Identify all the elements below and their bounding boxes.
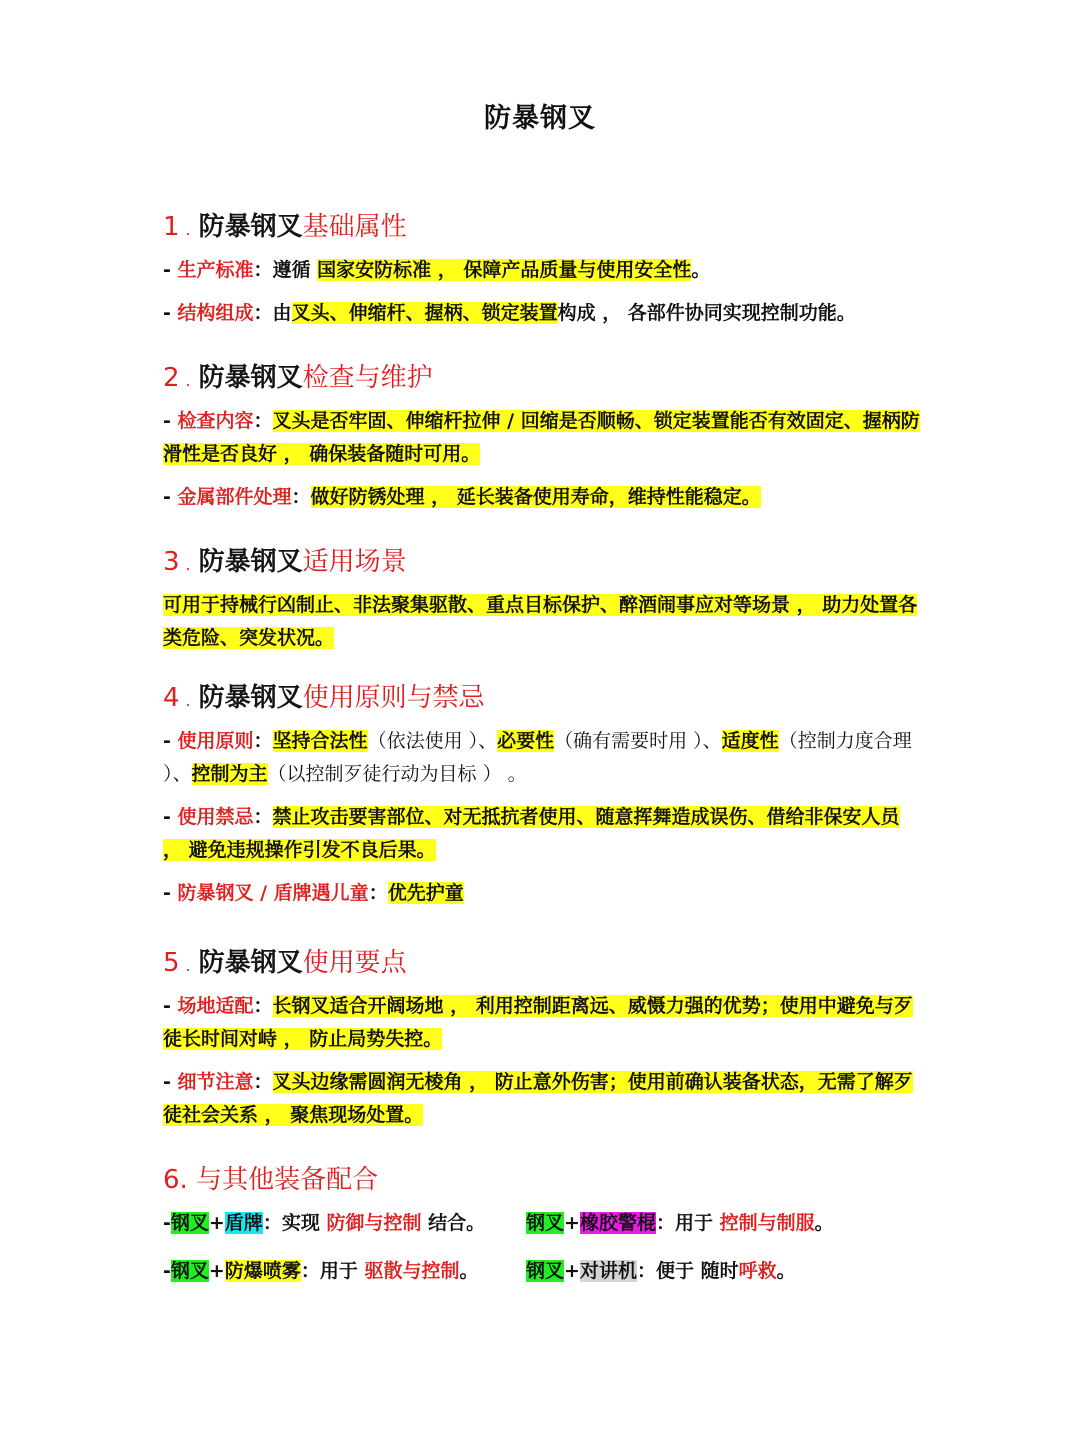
section-heading: 3 . 防暴钢叉适用场景: [163, 547, 407, 577]
combo-shield: -钢叉+盾牌：实现 防御与控制 结合。: [163, 1212, 486, 1234]
section-heading: 1 . 防暴钢叉基础属性: [163, 212, 407, 242]
list-item-scenarios: [163, 589, 923, 655]
item-label: 金属部件处理: [177, 486, 292, 508]
combo-baton: 钢叉+橡胶警棍：用于 控制与制服。: [526, 1212, 834, 1234]
section-scenarios: [163, 542, 923, 655]
section-equipment-combos: [163, 1160, 923, 1200]
section-principles-taboos: [163, 678, 923, 910]
section-heading: 4 . 防暴钢叉使用原则与禁忌: [163, 683, 485, 713]
item-label: 检查内容: [177, 410, 254, 432]
heading-subject: 防暴钢叉: [198, 547, 303, 577]
heading-topic: 检查与维护: [302, 363, 433, 393]
tag-baton: 橡胶警棍: [579, 1212, 656, 1234]
section-basic-properties: [163, 207, 923, 330]
highlight: 叉头是否牢固、伸缩杆拉伸 / 回缩是否顺畅、锁定装置能否有效固定、握柄防滑性是否良好 ， 确保装备随时可用。: [163, 410, 920, 465]
section-key-points: [163, 943, 923, 1132]
section-heading: [163, 1160, 923, 1200]
combo-spray: -钢叉+防爆喷雾：用于 驱散与控制。: [163, 1260, 479, 1282]
section-number: 3: [163, 547, 180, 577]
list-item-children: - 防暴钢叉 / 盾牌遇儿童：优先护童: [163, 882, 464, 904]
section-number: 5: [163, 948, 180, 978]
item-label: 生产标准: [177, 259, 254, 281]
combo-radio: 钢叉+对讲机：便于 随时呼救。: [526, 1260, 796, 1282]
section-number: 2: [163, 363, 180, 393]
section-inspection-maintenance: [163, 358, 923, 514]
tag-fork: 钢叉: [526, 1260, 565, 1282]
section-heading: 5 . 防暴钢叉使用要点: [163, 948, 407, 978]
section-number: 4: [163, 683, 180, 713]
highlight: 优先护童: [387, 882, 464, 904]
heading-subject: 防暴钢叉: [198, 948, 303, 978]
tag-spray: 防爆喷雾: [224, 1260, 301, 1282]
heading-subject: 防暴钢叉: [198, 683, 303, 713]
highlight: 做好防锈处理 ， 延长装备使用寿命，维持性能稳定。: [310, 486, 761, 508]
highlight: 长钢叉适合开阔场地 ， 利用控制距离远、威慑力强的优势；使用中避免与歹徒长时间对峙 ， 防止局势失控。: [163, 995, 913, 1050]
highlight: 禁止攻击要害部位、对无抵抗者使用、随意挥舞造成误伤、借给非保安人员 ， 避免违规操作引发不良后果。: [163, 806, 900, 861]
list-item-structure: - 结构组成：由叉头、伸缩杆、握柄、锁定装置构成 ， 各部件协同实现控制功能。: [163, 302, 856, 324]
tag-fork: 钢叉: [526, 1212, 565, 1234]
tag-fork: 钢叉: [170, 1212, 209, 1234]
highlight: 坚持合法性: [272, 730, 368, 752]
list-item-details: - 细节注意：叉头边缘需圆润无棱角 ， 防止意外伤害；使用前确认装备状态，无需了解歹徒社会关系 ， 聚焦现场处置。: [163, 1071, 913, 1126]
tag-fork: 钢叉: [170, 1260, 209, 1282]
heading-topic: 基础属性: [302, 212, 407, 242]
section-heading: 2 . 防暴钢叉检查与维护: [163, 363, 433, 393]
item-label: 防暴钢叉 / 盾牌遇儿童: [177, 882, 369, 904]
heading-topic: 适用场景: [302, 547, 407, 577]
section-number: 1: [163, 212, 180, 242]
heading-topic: 使用原则与禁忌: [302, 683, 485, 713]
item-label: 使用原则: [177, 730, 254, 752]
heading-subject: 防暴钢叉: [198, 363, 303, 393]
highlight: 叉头边缘需圆润无棱角 ， 防止意外伤害；使用前确认装备状态，无需了解歹徒社会关系 ， 聚焦现场处置。: [163, 1071, 913, 1126]
highlight: 必要性: [497, 730, 555, 752]
list-item-production-standard: - 生产标准：遵循 国家安防标准 ， 保障产品质量与使用安全性。: [163, 259, 711, 281]
item-label: 使用禁忌: [177, 806, 254, 828]
item-label: 场地适配: [177, 995, 254, 1017]
list-item-metal-parts: - 金属部件处理：做好防锈处理 ， 延长装备使用寿命，维持性能稳定。: [163, 486, 761, 508]
combo-row-2: [163, 1255, 796, 1288]
page-title: 防暴钢叉: [484, 103, 596, 134]
highlight: 可用于持械行凶制止、非法聚集驱散、重点目标保护、醉酒闹事应对等场景 ， 助力处置各类危险、突发状况。: [163, 594, 918, 649]
heading-subject: 防暴钢叉: [198, 212, 303, 242]
item-label: 结构组成: [177, 302, 254, 324]
highlight: 适度性: [721, 730, 779, 752]
item-label: 细节注意: [177, 1071, 254, 1093]
highlight: 控制为主: [191, 763, 268, 785]
list-item-taboos: - 使用禁忌：禁止攻击要害部位、对无抵抗者使用、随意挥舞造成误伤、借给非保安人员 ， 避免违规操作引发不良后果。: [163, 806, 900, 861]
list-item-venue: - 场地适配：长钢叉适合开阔场地 ， 利用控制距离远、威慑力强的优势；使用中避免与歹徒长时间对峙 ， 防止局势失控。: [163, 995, 913, 1050]
highlight: 国家安防标准 ， 保障产品质量与使用安全性: [317, 259, 692, 281]
list-item-principles: - 使用原则：坚持合法性（依法使用 ）、必要性（确有需要时用 ）、适度性（控制力度合理 ）、控制为主（以控制歹徒行动为目标 ） 。: [163, 730, 912, 785]
heading-topic: 使用要点: [302, 948, 407, 978]
tag-shield: 盾牌: [224, 1212, 263, 1234]
heading-topic: 6. 与其他装备配合: [163, 1165, 379, 1195]
tag-radio: 对讲机: [579, 1260, 637, 1282]
list-item-inspection: - 检查内容：叉头是否牢固、伸缩杆拉伸 / 回缩是否顺畅、锁定装置能否有效固定、握柄防滑性是否良好 ， 确保装备随时可用。: [163, 410, 920, 465]
highlight: 叉头、伸缩杆、握柄、锁定装置: [291, 302, 558, 324]
combo-row-1: [163, 1207, 834, 1240]
